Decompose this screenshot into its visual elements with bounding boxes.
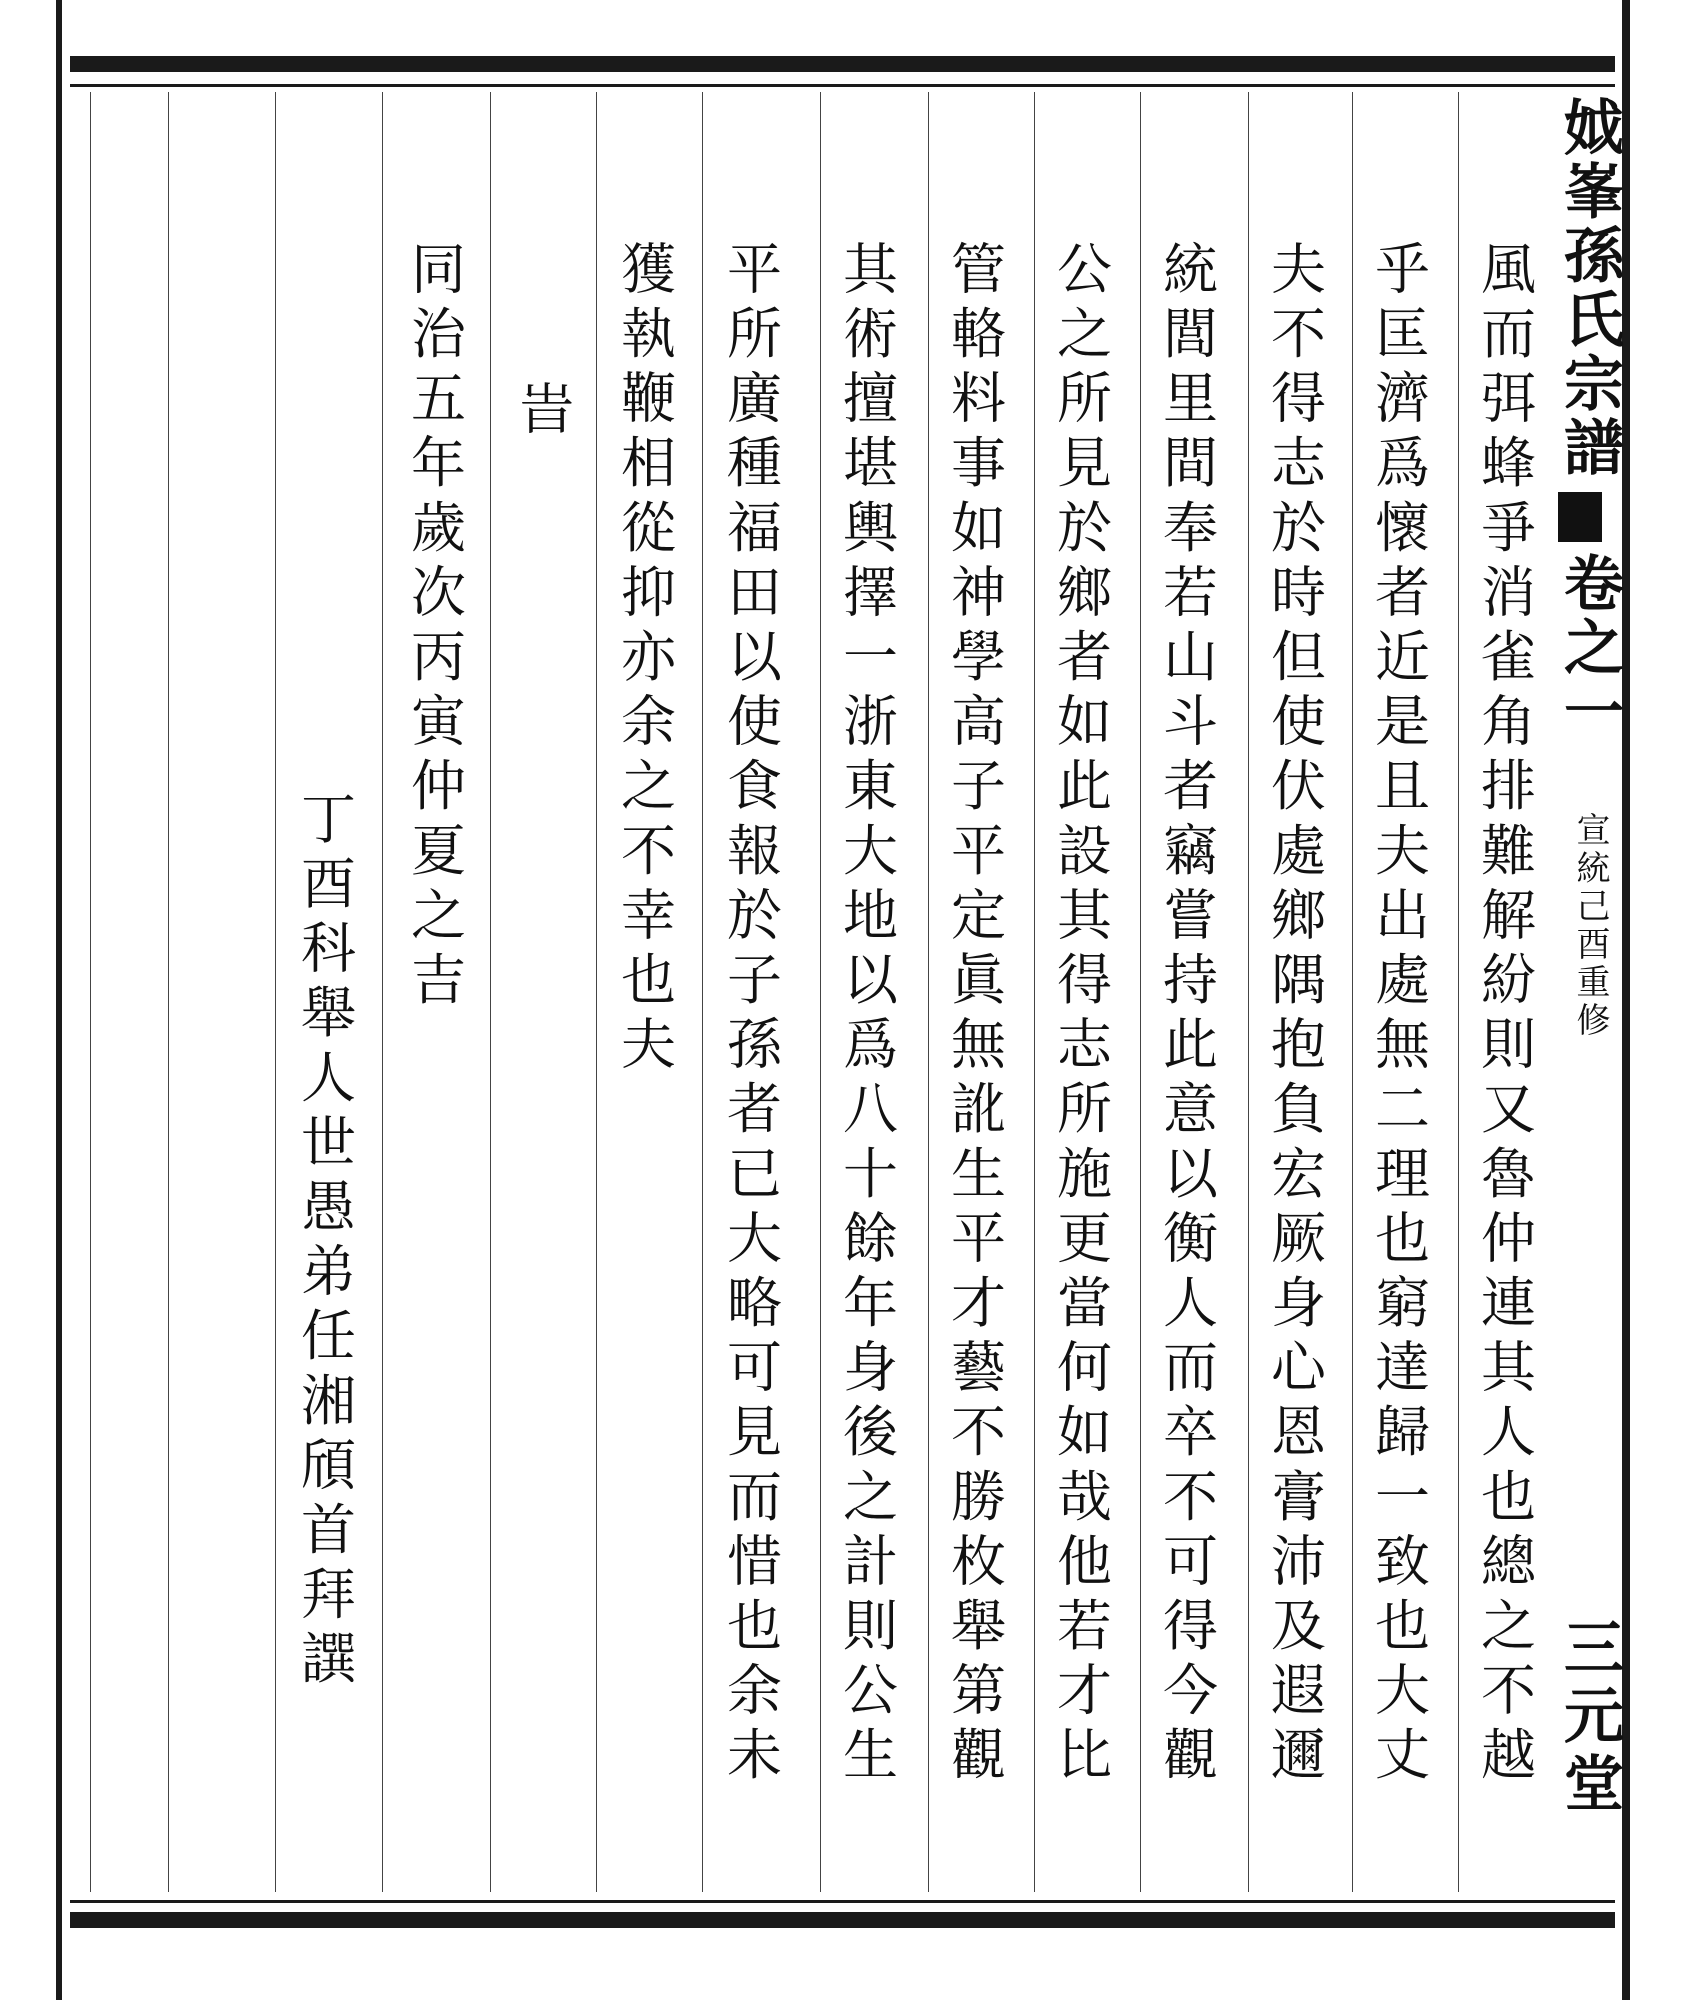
- text-column-1: 風而弭蜂爭消雀角排難解紛則又魯仲連其人也總之不越: [1472, 240, 1536, 1791]
- column-rule: [702, 92, 703, 1892]
- dating-marker: 旹: [510, 380, 574, 445]
- top-border: [70, 56, 1615, 72]
- top-border-inner: [70, 84, 1615, 87]
- column-rule: [596, 92, 597, 1892]
- column-rule: [1458, 92, 1459, 1892]
- column-rule: [1140, 92, 1141, 1892]
- header-edition-note: 宣統己酉重修: [1570, 812, 1610, 1040]
- bottom-border-inner: [70, 1900, 1615, 1903]
- column-rule: [382, 92, 383, 1892]
- text-column-4: 統閭里間奉若山斗者竊嘗持此意以衡人而卒不可得今觀: [1154, 240, 1218, 1791]
- column-rule: [490, 92, 491, 1892]
- text-column-6: 管輅料事如神學高子平定眞無訛生平才藝不勝枚舉第觀: [942, 240, 1006, 1791]
- column-rule: [90, 92, 91, 1892]
- text-column-5: 公之所見於鄉者如此設其得志所施更當何如哉他若才比: [1048, 240, 1112, 1791]
- text-column-2: 乎匡濟爲懷者近是且夫出處無二理也窮達歸一致也大丈: [1366, 240, 1430, 1791]
- header-folio: 三元堂: [1554, 1616, 1624, 1820]
- column-rule: [168, 92, 169, 1892]
- header-volume: 卷之一: [1554, 552, 1624, 744]
- column-rule: [928, 92, 929, 1892]
- page-edge-left: [56, 0, 62, 2000]
- text-column-3: 夫不得志於時但使伏處鄉隅抱負宏厥身心恩膏沛及遐邇: [1262, 240, 1326, 1791]
- column-rule: [1034, 92, 1035, 1892]
- column-rule: [1248, 92, 1249, 1892]
- header-title: 𡛟峯孫氏宗譜: [1554, 96, 1624, 480]
- text-column-8: 平所廣種福田以使食報於子孫者已大略可見而惜也余未: [718, 240, 782, 1791]
- header-fishtail-mark: [1558, 492, 1602, 542]
- author-signature-line: 丁酉科舉人世愚弟任湘頎首拜譔: [292, 790, 356, 1695]
- date-line: 同治五年歲次丙寅仲夏之吉: [402, 240, 466, 1016]
- column-rule: [1352, 92, 1353, 1892]
- column-rule: [275, 92, 276, 1892]
- column-rule: [820, 92, 821, 1892]
- text-column-9: 獲執鞭相從抑亦余之不幸也夫: [612, 240, 676, 1080]
- bottom-border: [70, 1912, 1615, 1928]
- text-column-7: 其術擅堪輿擇一浙東大地以爲八十餘年身後之計則公生: [834, 240, 898, 1791]
